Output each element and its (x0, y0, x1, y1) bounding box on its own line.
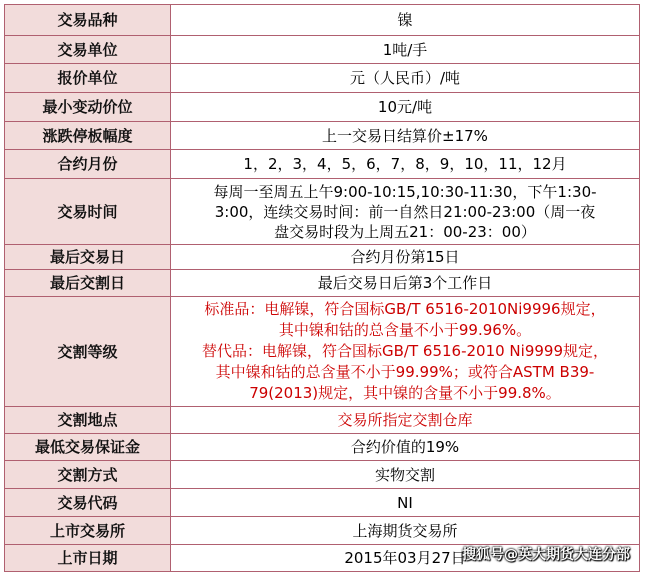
row-key: 最后交易日 (5, 245, 171, 270)
table-row (5, 545, 640, 572)
table-row (5, 150, 640, 179)
table-row (5, 461, 640, 489)
value-line: 标准品：电解镍，符合国标GB/T 6516-2010Ni9996规定， (204, 300, 606, 318)
row-value: 合约价值的19% (171, 434, 640, 461)
value-line: 每周一至周五上午9:00-10:15,10:30-11:30，下午1:30- (213, 182, 597, 201)
row-value: 最后交易日后第3个工作日 (171, 270, 640, 297)
table-row (5, 5, 640, 36)
row-value: NI (171, 489, 640, 517)
table-row (5, 122, 640, 150)
row-key: 报价单位 (5, 64, 171, 93)
row-value: 上海期货交易所 (171, 517, 640, 545)
row-value: 1，2，3，4，5，6，7，8，9，10，11，12月 (171, 150, 640, 179)
table-row (5, 489, 640, 517)
row-value: 交易所指定交割仓库 (171, 407, 640, 434)
row-key: 交易时间 (5, 179, 171, 245)
row-key: 交易代码 (5, 489, 171, 517)
value-line: 79(2013)规定，其中镍的含量不小于99.8%。 (249, 384, 561, 402)
value-line: 其中镍和钴的总含量不小于99.99%；或符合ASTM B39- (215, 363, 595, 381)
row-key: 交易单位 (5, 36, 171, 64)
row-value: 实物交割 (171, 461, 640, 489)
row-value: 镍 (171, 5, 640, 36)
row-value: 上一交易日结算价±17% (171, 122, 640, 150)
row-key: 最后交割日 (5, 270, 171, 297)
table-row (5, 64, 640, 93)
row-key: 最小变动价位 (5, 93, 171, 122)
table-row (5, 407, 640, 434)
row-key: 交割地点 (5, 407, 171, 434)
row-value: 2015年03月27日 (171, 545, 640, 572)
table-row (5, 36, 640, 64)
row-key: 交割方式 (5, 461, 171, 489)
table-row (5, 93, 640, 122)
table-row (5, 245, 640, 270)
table-row (5, 270, 640, 297)
value-line: 盘交易时段为上周五21：00-23：00） (274, 222, 536, 241)
row-key: 交割等级 (5, 297, 171, 407)
contract-spec-table (4, 4, 640, 572)
row-key: 涨跌停板幅度 (5, 122, 171, 150)
row-value-multiline (171, 297, 640, 407)
table-row (5, 517, 640, 545)
row-value: 元（人民币）/吨 (171, 64, 640, 93)
row-key: 上市交易所 (5, 517, 171, 545)
row-value-multiline (171, 179, 640, 245)
table-row (5, 297, 640, 407)
row-key: 合约月份 (5, 150, 171, 179)
value-line: 3:00，连续交易时间：前一自然日21:00-23:00（周一夜 (214, 202, 596, 221)
watermark-text: 搜狐号@英大期货大连分部 (462, 547, 630, 563)
contract-spec-table-frame (4, 4, 640, 570)
row-value: 1吨/手 (171, 36, 640, 64)
row-value: 10元/吨 (171, 93, 640, 122)
value-line: 替代品：电解镍，符合国标GB/T 6516-2010 Ni9999规定， (202, 342, 608, 360)
row-key: 最低交易保证金 (5, 434, 171, 461)
table-row (5, 179, 640, 245)
value-line: 其中镍和钴的总含量不小于99.96%。 (278, 321, 532, 339)
table-row (5, 434, 640, 461)
row-value: 合约月份第15日 (171, 245, 640, 270)
row-key: 上市日期 (5, 545, 171, 572)
row-key: 交易品种 (5, 5, 171, 36)
